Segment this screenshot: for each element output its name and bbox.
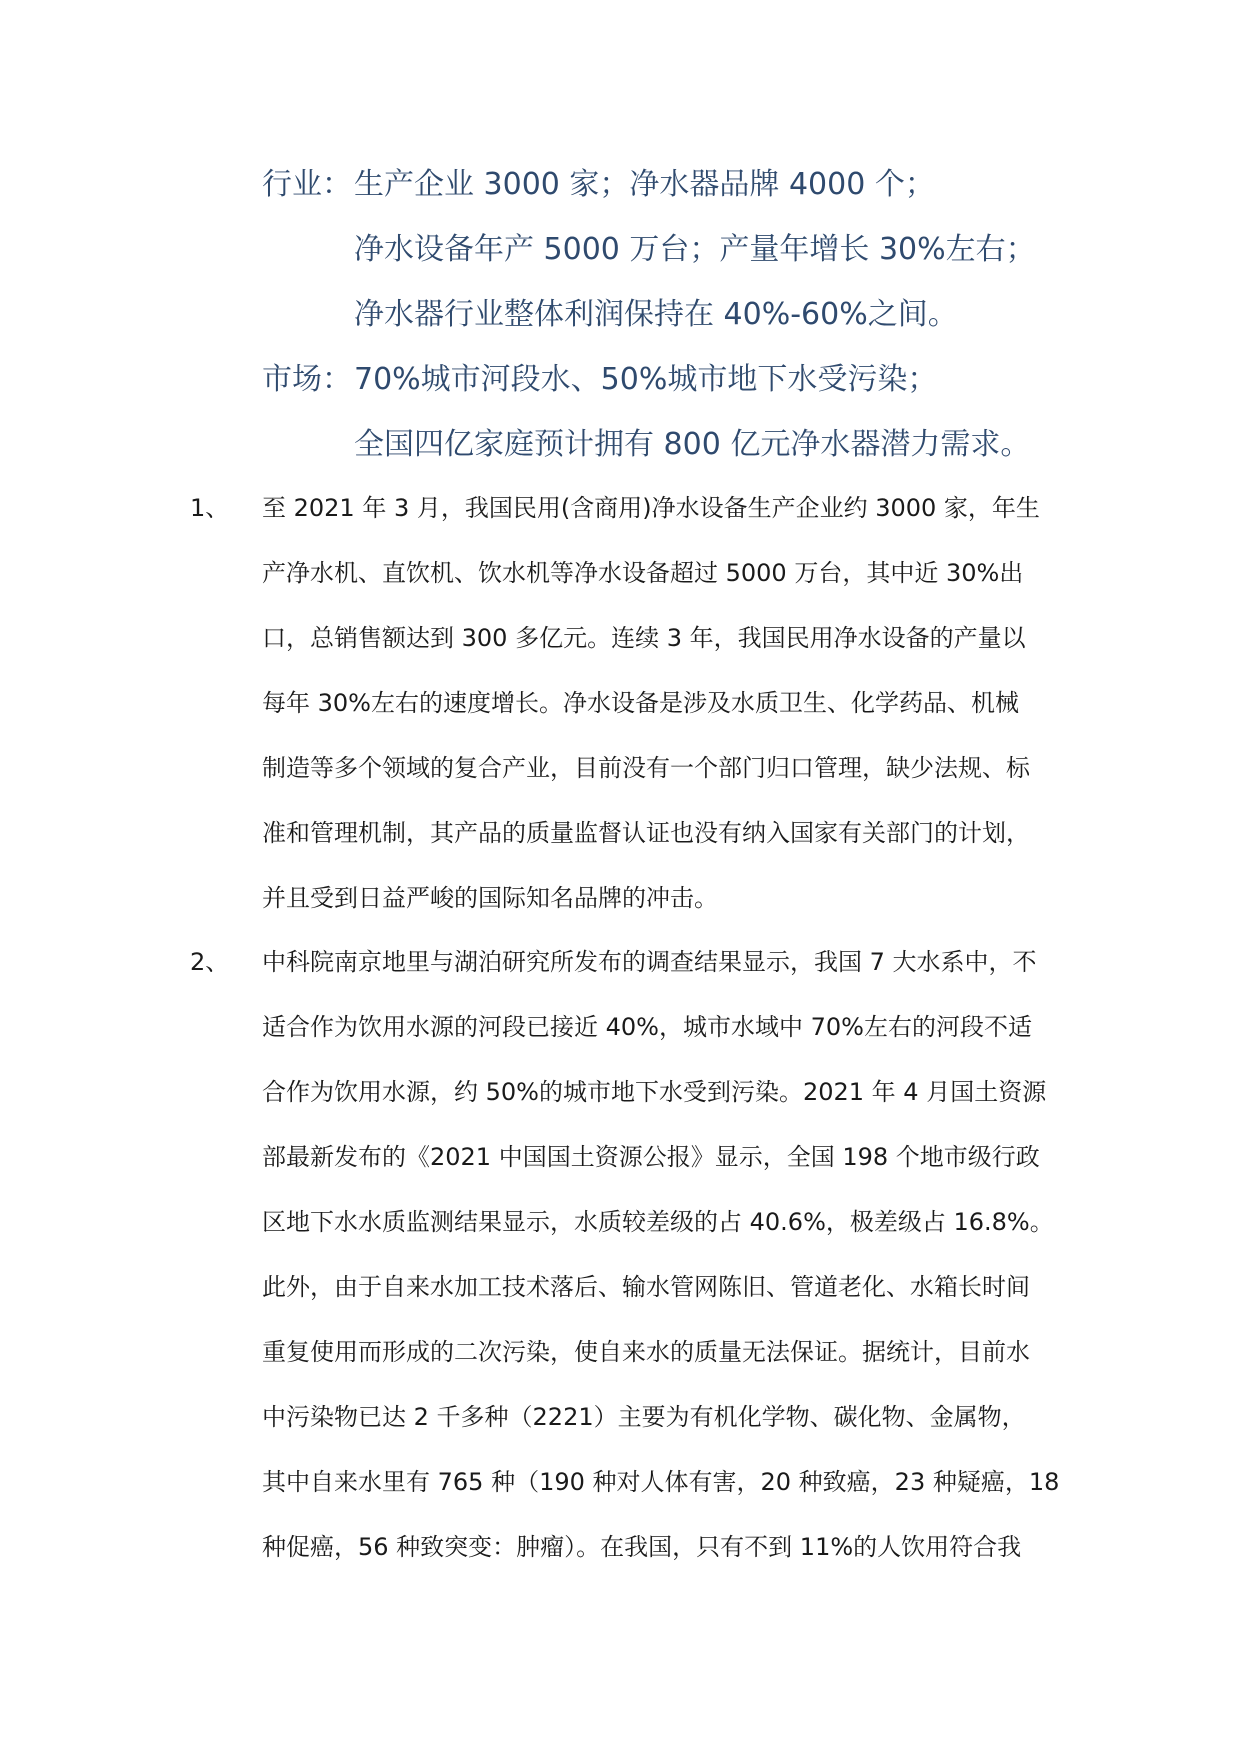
- paragraph-line: 口，总销售额达到 300 多亿元。连续 3 年，我国民用净水设备的产量以: [262, 624, 1026, 652]
- paragraph-line: 至 2021 年 3 月，我国民用(含商用)净水设备生产企业约 3000 家，年生: [262, 494, 1040, 522]
- industry-label: 行业：: [262, 167, 352, 202]
- paragraph-line: 部最新发布的《2021 中国国土资源公报》显示，全国 198 个地市级行政: [262, 1143, 1040, 1171]
- summary-block: [262, 152, 1162, 477]
- market-text: 全国四亿家庭预计拥有 800 亿元净水器潜力需求。: [354, 427, 1031, 462]
- industry-text: 生产企业 3000 家；净水器品牌 4000 个；: [354, 167, 935, 202]
- paragraph-line: 种促癌，56 种致突变：肿瘤）。在我国，只有不到 11%的人饮用符合我: [262, 1533, 1022, 1561]
- paragraph-line: 每年 30%左右的速度增长。净水设备是涉及水质卫生、化学药品、机械: [262, 689, 1019, 717]
- paragraph-body: [262, 930, 1077, 1580]
- paragraph-line: 准和管理机制，其产品的质量监督认证也没有纳入国家有关部门的计划，: [262, 819, 1030, 847]
- paragraph-line: 制造等多个领域的复合产业，目前没有一个部门归口管理，缺少法规、标: [262, 754, 1030, 782]
- paragraph-number: 2、: [190, 948, 230, 976]
- paragraph-line: 中科院南京地里与湖泊研究所发布的调查结果显示，我国 7 大水系中，不: [262, 948, 1037, 976]
- market-text: 70%城市河段水、50%城市地下水受污染；: [354, 362, 938, 397]
- paragraph-line: 其中自来水里有 765 种（190 种对人体有害，20 种致癌，23 种疑癌，18: [262, 1468, 1060, 1496]
- industry-text: 净水器行业整体利润保持在 40%-60%之间。: [354, 297, 958, 332]
- paragraph-line: 重复使用而形成的二次污染，使自来水的质量无法保证。据统计，目前水: [262, 1338, 1030, 1366]
- paragraph-line: 适合作为饮用水源的河段已接近 40%，城市水域中 70%左右的河段不适: [262, 1013, 1032, 1041]
- paragraph-line: 合作为饮用水源，约 50%的城市地下水受到污染。2021 年 4 月国土资源: [262, 1078, 1047, 1106]
- summary-industry-line-1: [262, 152, 1162, 217]
- summary-market-line-2: [262, 412, 1162, 477]
- paragraph-line: 并且受到日益严峻的国际知名品牌的冲击。: [262, 884, 718, 912]
- summary-industry-line-3: [262, 282, 1162, 347]
- paragraph-number: 1、: [190, 494, 230, 522]
- paragraph-line: 产净水机、直饮机、饮水机等净水设备超过 5000 万台，其中近 30%出: [262, 559, 1024, 587]
- summary-industry-line-2: [262, 217, 1162, 282]
- industry-text: 净水设备年产 5000 万台；产量年增长 30%左右；: [354, 232, 1036, 267]
- paragraph-line: 此外，由于自来水加工技术落后、输水管网陈旧、管道老化、水箱长时间: [262, 1273, 1030, 1301]
- summary-market-line-1: [262, 347, 1162, 412]
- paragraph-line: 中污染物已达 2 千多种（2221）主要为有机化学物、碳化物、金属物，: [262, 1403, 1026, 1431]
- paragraph-line: 区地下水水质监测结果显示，水质较差级的占 40.6%，极差级占 16.8%。: [262, 1208, 1054, 1236]
- market-label: 市场：: [262, 362, 352, 397]
- paragraph-body: [262, 476, 1077, 931]
